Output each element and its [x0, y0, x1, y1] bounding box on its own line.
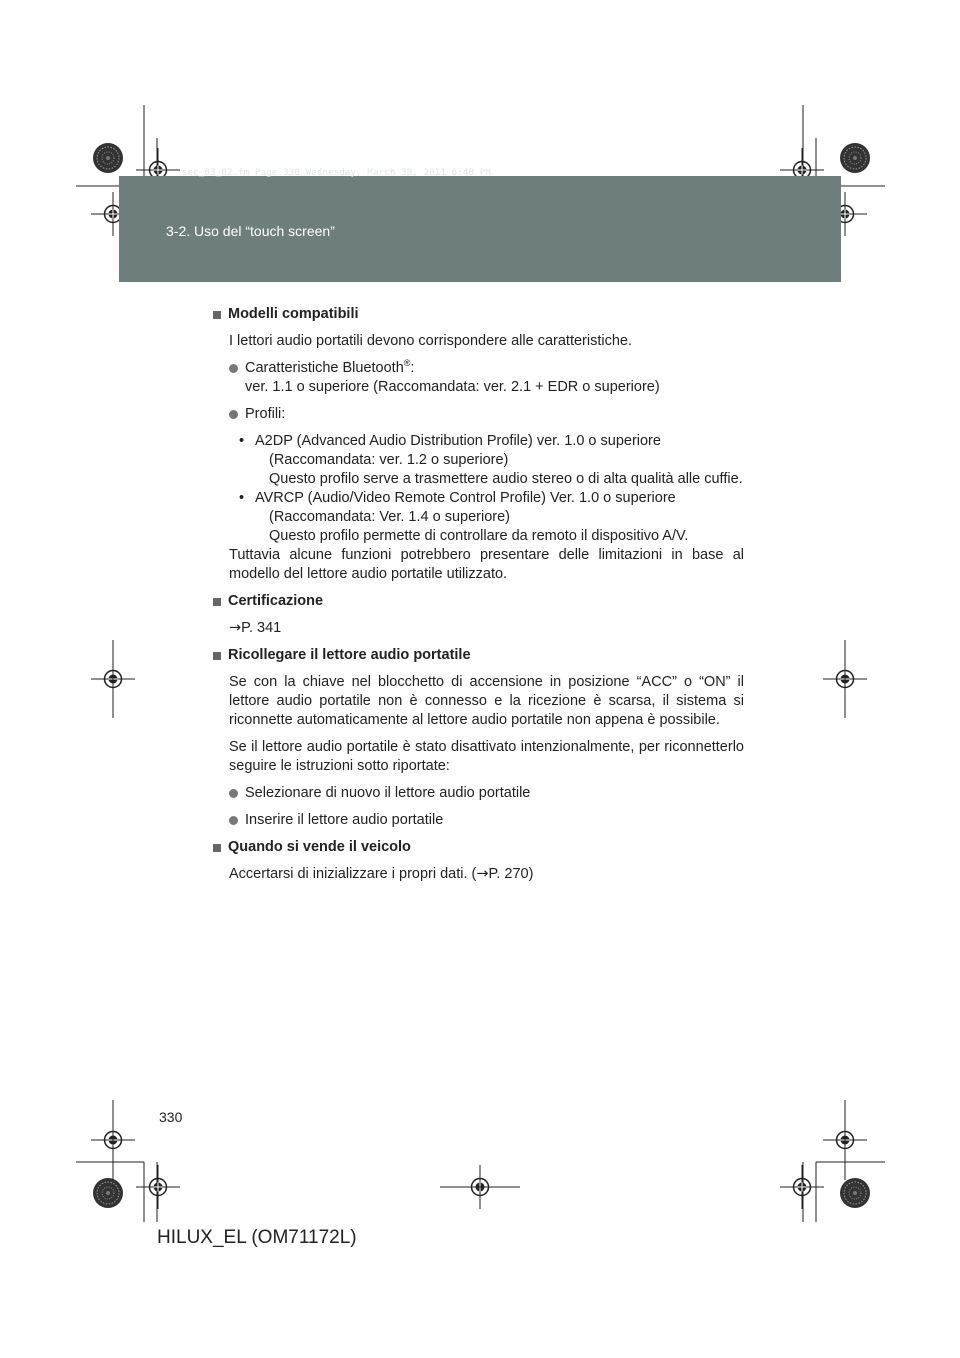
- heading-certification: Certificazione: [213, 592, 744, 611]
- square-bullet-icon: [213, 652, 221, 660]
- profile-a2dp: • A2DP (Advanced Audio Distribution Profile) ver. 1.0 o superiore (Raccomandata: ver. 1.2 o superiore): [239, 433, 661, 468]
- round-bullet-icon: [229, 410, 238, 419]
- cert-page-ref[interactable]: →P. 341: [229, 620, 282, 636]
- sell-text: Accertarsi di inizializzare i propri dati. (→P. 270): [229, 866, 534, 882]
- page-number: 330: [159, 1109, 183, 1125]
- list-item: Inserire il lettore audio portatile: [229, 811, 744, 830]
- profile-avrcp: • AVRCP (Audio/Video Remote Control Profile) Ver. 1.0 o superiore (Raccomandata: Ver. 1.4 o superiore): [239, 490, 676, 525]
- reconnect-para2: Se il lettore audio portatile è stato disattivato intenzionalmente, per riconnetterlo seguire le istruzioni sotto riportate:: [229, 739, 744, 774]
- round-bullet-icon: [229, 364, 238, 373]
- heading-reconnect: Ricollegare il lettore audio portatile: [213, 646, 744, 665]
- arrow-right-icon: →: [229, 620, 242, 636]
- section-title: 3-2. Uso del “touch screen”: [166, 223, 335, 239]
- sell-page-ref[interactable]: P. 270): [488, 866, 534, 882]
- profile-avrcp-desc: Questo profilo permette di controllare da remoto il dispositivo A/V.: [269, 528, 689, 544]
- compat-intro: I lettori audio portatili devono corrispondere alle caratteristiche.: [229, 333, 632, 349]
- page-content: [213, 305, 744, 884]
- square-bullet-icon: [213, 844, 221, 852]
- heading-selling-vehicle: Quando si vende il veicolo: [213, 838, 744, 857]
- compat-note: Tuttavia alcune funzioni potrebbero presentare delle limitazioni in base al modello del lettore audio portatile utilizzato.: [229, 547, 744, 582]
- round-bullet-icon: [229, 789, 238, 798]
- heading-compatible-models: Modelli compatibili: [213, 305, 744, 324]
- reconnect-para1: Se con la chiave nel blocchetto di accensione in posizione “ACC” o “ON” il lettore audio portatile non è connesso e la ricezione è scarsa, il sistema si riconnette automaticamente al lettore audio portatile non appena è possibile.: [229, 674, 744, 728]
- profile-a2dp-desc: Questo profilo serve a trasmettere audio stereo o di alta qualità alle cuffie.: [269, 471, 743, 487]
- arrow-right-icon: →: [476, 866, 489, 882]
- profiles-item: Profili:: [229, 405, 744, 424]
- round-bullet-icon: [229, 816, 238, 825]
- file-stamp: sec_03_02.fm Page 330 Wednesday, March 30, 2011 6:48 PM: [182, 168, 492, 178]
- list-item: Selezionare di nuovo il lettore audio portatile: [229, 784, 744, 803]
- bluetooth-spec-item: Caratteristiche Bluetooth®: ver. 1.1 o superiore (Raccomandata: ver. 2.1 + EDR o superiore): [229, 359, 744, 397]
- footer-model: HILUX_EL (OM71172L): [157, 1227, 357, 1248]
- square-bullet-icon: [213, 311, 221, 319]
- square-bullet-icon: [213, 598, 221, 606]
